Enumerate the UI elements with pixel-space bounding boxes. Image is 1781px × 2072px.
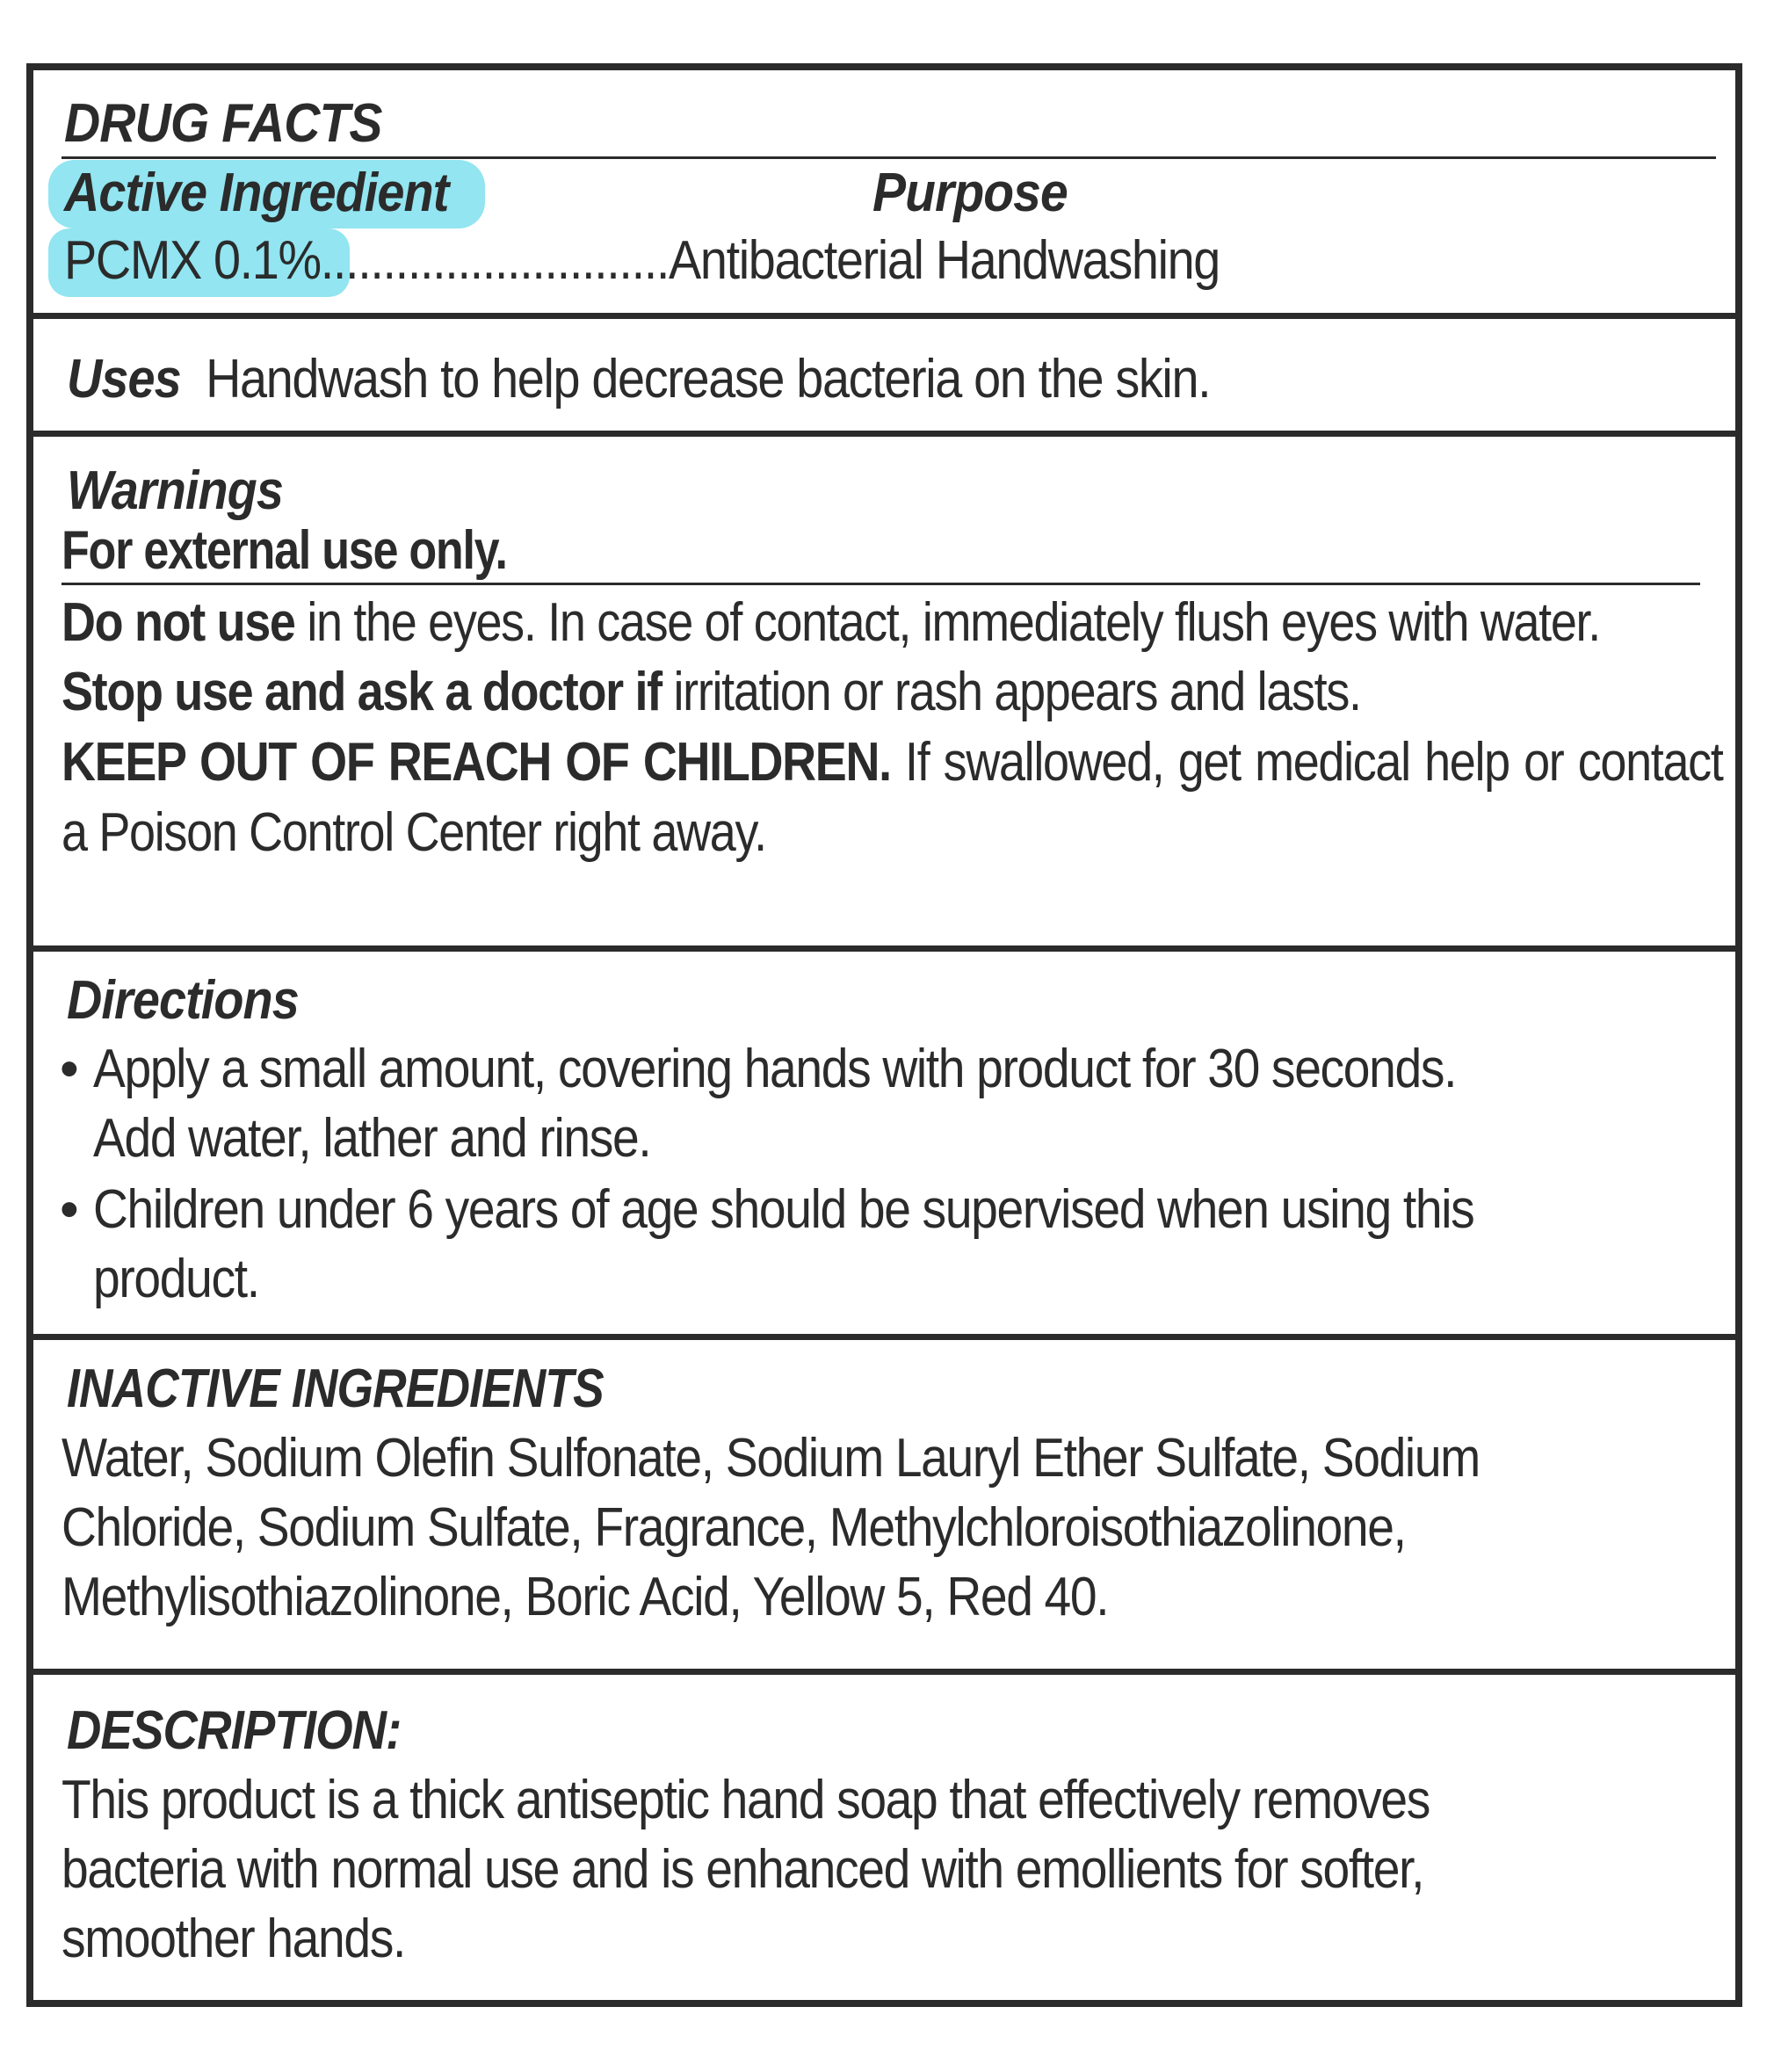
- uses-heading: Uses: [67, 349, 181, 409]
- description-line-1: This product is a thick antiseptic hand soap that effectively removes: [62, 1770, 1430, 1830]
- direction-item-1-line-2: Add water, lather and rinse.: [93, 1108, 651, 1169]
- stop-use-label: Stop use and ask a doctor if: [62, 662, 662, 722]
- inactive-line-2: Chloride, Sodium Sulfate, Fragrance, Methylchloroisothiazolinone,: [62, 1497, 1406, 1558]
- warnings-heading: Warnings: [67, 460, 284, 521]
- divider-5: [33, 1669, 1735, 1675]
- stop-use-line: [62, 658, 1361, 727]
- active-ingredient-line: [64, 227, 1220, 295]
- ingredient-name: PCMX 0.1%: [64, 230, 321, 291]
- inactive-heading: INACTIVE INGREDIENTS: [67, 1358, 604, 1419]
- external-use-text: For external use only.: [62, 520, 507, 581]
- do-not-use-line: [62, 589, 1600, 657]
- drug-facts-label: [26, 63, 1742, 2007]
- uses-text: Handwash to help decrease bacteria on the skin.: [206, 349, 1211, 409]
- keep-out-text: If swallowed, get medical help or contact a Poison Control Center right away.: [62, 732, 1723, 863]
- ingredient-purpose: Antibacterial Handwashing: [669, 230, 1220, 291]
- divider-1: [33, 313, 1735, 319]
- description-heading: DESCRIPTION:: [67, 1700, 402, 1761]
- uses-line: [67, 345, 1210, 414]
- divider-2: [33, 431, 1735, 437]
- divider-4: [33, 1334, 1735, 1340]
- inactive-line-3: Methylisothiazolinone, Boric Acid, Yellow 5, Red 40.: [62, 1567, 1109, 1627]
- direction-item-2-line-2: product.: [93, 1249, 259, 1309]
- do-not-use-text: in the eyes. In case of contact, immediately flush eyes with water.: [294, 592, 1600, 653]
- purpose-heading: Purpose: [872, 163, 1068, 223]
- direction-item-1-line-1: Apply a small amount, covering hands with product for 30 seconds.: [93, 1039, 1457, 1099]
- dot-leader: ............................: [320, 230, 670, 291]
- keep-out-paragraph: [62, 728, 1723, 868]
- directions-heading: Directions: [67, 970, 299, 1031]
- direction-item-2-line-1: Children under 6 years of age should be supervised when using this: [93, 1179, 1474, 1240]
- do-not-use-label: Do not use: [62, 592, 295, 653]
- description-line-3: smoother hands.: [62, 1909, 406, 1969]
- drug-facts-title: DRUG FACTS: [64, 93, 382, 154]
- keep-out-label: KEEP OUT OF REACH OF CHILDREN.: [62, 732, 891, 793]
- direction-bullet-1: •: [60, 1039, 78, 1099]
- inactive-line-1: Water, Sodium Olefin Sulfonate, Sodium Lauryl Ether Sulfate, Sodium: [62, 1428, 1480, 1489]
- stop-use-text: irritation or rash appears and lasts.: [661, 662, 1361, 722]
- warnings-rule: [62, 583, 1700, 585]
- direction-bullet-2: •: [60, 1179, 78, 1240]
- divider-3: [33, 945, 1735, 952]
- active-ingredient-heading: Active Ingredient: [64, 163, 449, 223]
- description-line-2: bacteria with normal use and is enhanced with emollients for softer,: [62, 1839, 1424, 1900]
